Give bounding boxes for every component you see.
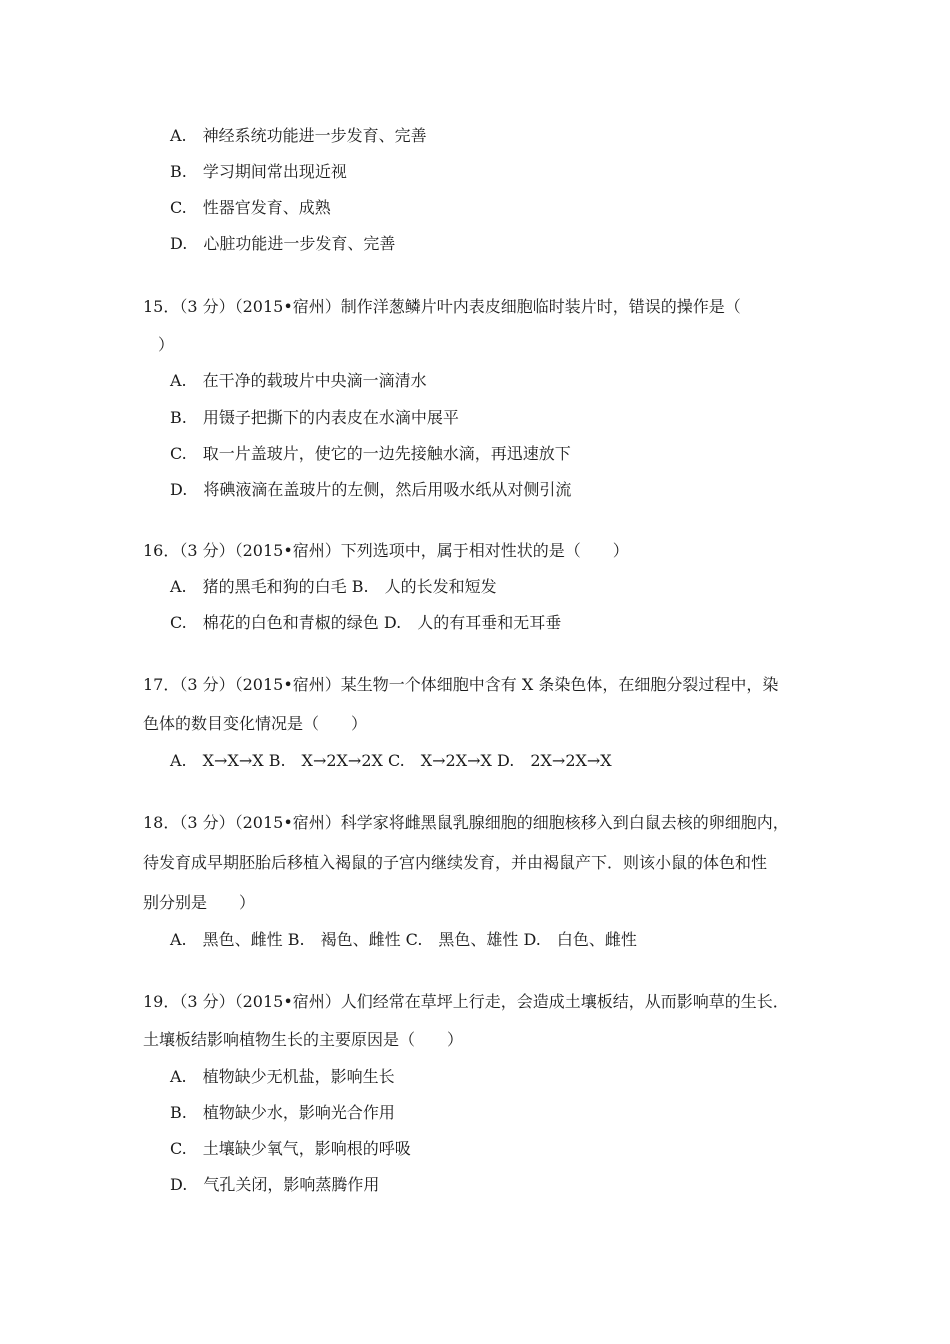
option-line: B. 学习期间常出现近视 bbox=[170, 162, 347, 181]
question-line: 色体的数目变化情况是（ ） bbox=[143, 714, 368, 733]
question-line: 16．（3 分）（2015•宿州）下列选项中，属于相对性状的是（ ） bbox=[143, 541, 629, 560]
option-line: C. 取一片盖玻片，使它的一边先接触水滴，再迅速放下 bbox=[170, 444, 571, 463]
option-line: C. 土壤缺少氧气，影响根的呼吸 bbox=[170, 1139, 411, 1158]
option-line: B. 植物缺少水，影响光合作用 bbox=[170, 1103, 395, 1122]
option-line: D. 气孔关闭，影响蒸腾作用 bbox=[170, 1175, 380, 1194]
option-line: B. 用镊子把撕下的内表皮在水滴中展平 bbox=[170, 408, 459, 427]
option-line: A. 在干净的载玻片中央滴一滴清水 bbox=[170, 371, 427, 390]
question-line: ） bbox=[158, 335, 175, 354]
option-line: C. 棉花的白色和青椒的绿色 D. 人的有耳垂和无耳垂 bbox=[170, 613, 562, 632]
question-line: 土壤板结影响植物生长的主要原因是（ ） bbox=[143, 1030, 464, 1049]
option-line: A. 植物缺少无机盐，影响生长 bbox=[170, 1067, 395, 1086]
question-line: 15．（3 分）（2015•宿州）制作洋葱鳞片叶内表皮细胞临时装片时，错误的操作是（ bbox=[143, 297, 741, 316]
question-line: 18．（3 分）（2015•宿州）科学家将雌黑鼠乳腺细胞的细胞核移入到白鼠去核的卵细胞内， bbox=[143, 813, 789, 832]
question-line: 17．（3 分）（2015•宿州）某生物一个体细胞中含有 X 条染色体，在细胞分裂过程中，染 bbox=[143, 675, 779, 694]
option-line: C. 性器官发育、成熟 bbox=[170, 198, 331, 217]
option-line: D. 将碘液滴在盖玻片的左侧，然后用吸水纸从对侧引流 bbox=[170, 480, 572, 499]
option-line: A. 黑色、雌性 B. 褐色、雌性 C. 黑色、雄性 D. 白色、雌性 bbox=[170, 930, 637, 949]
question-line: 别分别是 ） bbox=[143, 893, 256, 912]
question-line: 待发育成早期胚胎后移植入褐鼠的子宫内继续发育，并由褐鼠产下．则该小鼠的体色和性 bbox=[143, 853, 768, 872]
option-line: A. X→X→X B. X→2X→2X C. X→2X→X D. 2X→2X→X bbox=[170, 751, 612, 770]
question-line: 19．（3 分）（2015•宿州）人们经常在草坪上行走，会造成土壤板结，从而影响草的生长． bbox=[143, 992, 789, 1011]
option-line: A. 神经系统功能进一步发育、完善 bbox=[170, 126, 427, 145]
option-line: A. 猪的黑毛和狗的白毛 B. 人的长发和短发 bbox=[170, 577, 497, 596]
option-line: D. 心脏功能进一步发育、完善 bbox=[170, 234, 396, 253]
